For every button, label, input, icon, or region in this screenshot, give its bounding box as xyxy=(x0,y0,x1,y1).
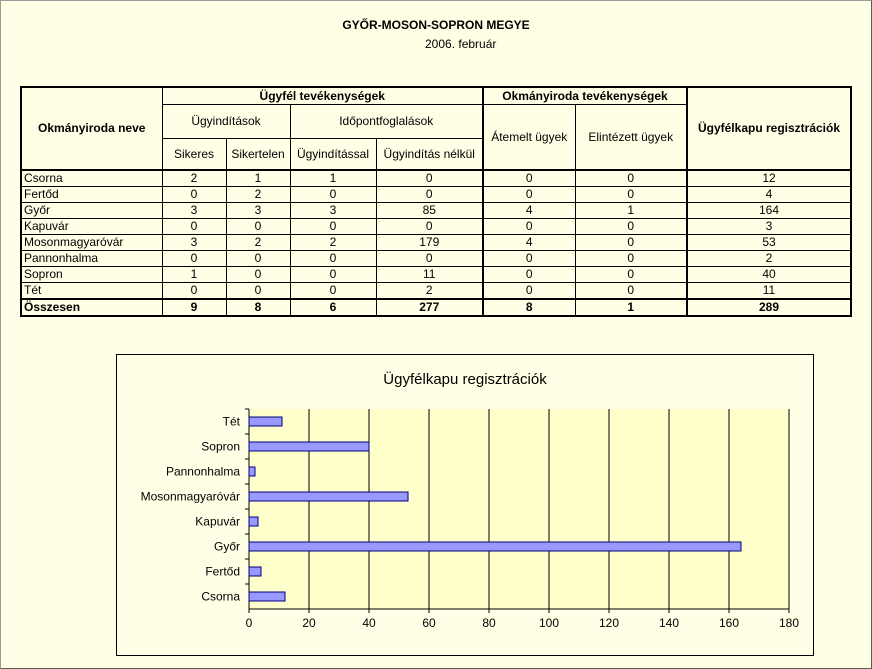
office-name-cell: Kapuvár xyxy=(21,219,162,235)
table-row xyxy=(21,251,851,267)
total-label: Összesen xyxy=(21,299,162,316)
header-unsuccessful: Sikertelen xyxy=(226,139,290,171)
x-tick-label: 180 xyxy=(778,616,800,630)
office-name-cell: Győr xyxy=(21,203,162,219)
with-initiation-cell: 0 xyxy=(290,251,376,267)
bar-Győr xyxy=(249,542,741,551)
bar-chart xyxy=(117,355,813,655)
without-initiation-cell: 11 xyxy=(376,267,483,283)
without-initiation-cell: 2 xyxy=(376,283,483,300)
x-tick-label: 40 xyxy=(362,616,376,630)
header-office-name: Okmányiroda neve xyxy=(21,87,162,170)
office-name-cell: Sopron xyxy=(21,267,162,283)
bar-Csorna xyxy=(249,592,285,601)
chart-container xyxy=(116,354,814,656)
office-name-cell: Mosonmagyaróvár xyxy=(21,235,162,251)
office-name-cell: Tét xyxy=(21,283,162,300)
bar-Tét xyxy=(249,417,282,426)
transferred-cell: 4 xyxy=(483,235,575,251)
header-portal-registrations: Ügyfélkapu regisztrációk xyxy=(687,87,851,170)
category-label: Fertőd xyxy=(205,564,240,579)
table-row xyxy=(21,187,851,203)
x-tick-label: 60 xyxy=(422,616,436,630)
office-name-cell: Csorna xyxy=(21,170,162,187)
with-initiation-cell: 1 xyxy=(290,170,376,187)
portal-registrations-cell: 11 xyxy=(687,283,851,300)
table-row xyxy=(21,203,851,219)
portal-registrations-cell: 164 xyxy=(687,203,851,219)
category-label: Mosonmagyaróvár xyxy=(140,489,240,504)
with-initiation-cell: 3 xyxy=(290,203,376,219)
header-transferred: Átemelt ügyek xyxy=(483,105,575,171)
with-initiation-cell: 0 xyxy=(290,187,376,203)
successful-cell: 3 xyxy=(162,235,226,251)
header-appointments: Időpontfoglalások xyxy=(290,105,483,139)
successful-cell: 0 xyxy=(162,187,226,203)
processed-cell: 0 xyxy=(575,187,687,203)
table-row xyxy=(21,283,851,300)
category-label: Sopron xyxy=(201,439,240,454)
total-row xyxy=(21,299,851,316)
portal-registrations-cell: 53 xyxy=(687,235,851,251)
transferred-cell: 0 xyxy=(483,267,575,283)
table-row xyxy=(21,267,851,283)
processed-cell: 1 xyxy=(575,203,687,219)
processed-cell: 0 xyxy=(575,235,687,251)
x-tick-label: 160 xyxy=(718,616,740,630)
page-title: GYŐR-MOSON-SOPRON MEGYE xyxy=(342,18,530,32)
unsuccessful-cell: 0 xyxy=(226,251,290,267)
without-initiation-cell: 0 xyxy=(376,219,483,235)
with-initiation-cell: 2 xyxy=(290,235,376,251)
successful-cell: 3 xyxy=(162,203,226,219)
table-row xyxy=(21,219,851,235)
unsuccessful-cell: 0 xyxy=(226,283,290,300)
header-without-initiation: Ügyindítás nélkül xyxy=(376,139,483,171)
without-initiation-cell: 85 xyxy=(376,203,483,219)
successful-cell: 1 xyxy=(162,267,226,283)
bar-Kapuvár xyxy=(249,517,258,526)
chart-title: Ügyfélkapu regisztrációk xyxy=(383,371,547,388)
without-initiation-cell: 0 xyxy=(376,170,483,187)
category-label: Tét xyxy=(222,414,240,429)
bar-Mosonmagyaróvár xyxy=(249,492,408,501)
unsuccessful-cell: 2 xyxy=(226,187,290,203)
x-tick-label: 80 xyxy=(482,616,496,630)
unsuccessful-cell: 3 xyxy=(226,203,290,219)
page-subtitle: 2006. február xyxy=(425,37,497,51)
category-label: Kapuvár xyxy=(195,514,240,529)
header-client-activities: Ügyfél tevékenységek xyxy=(162,87,483,105)
successful-cell: 2 xyxy=(162,170,226,187)
successful-cell: 0 xyxy=(162,251,226,267)
header-with-initiation: Ügyindítással xyxy=(290,139,376,171)
portal-registrations-cell: 40 xyxy=(687,267,851,283)
category-label: Pannonhalma xyxy=(165,464,240,479)
processed-cell: 0 xyxy=(575,170,687,187)
table-row xyxy=(21,170,851,187)
processed-cell: 0 xyxy=(575,251,687,267)
x-tick-label: 100 xyxy=(538,616,560,630)
unsuccessful-cell: 2 xyxy=(226,235,290,251)
header-initiations: Ügyindítások xyxy=(162,105,290,139)
category-label: Csorna xyxy=(201,589,240,604)
unsuccessful-cell: 8 xyxy=(226,299,290,316)
without-initiation-cell: 277 xyxy=(376,299,483,316)
table-row xyxy=(21,235,851,251)
category-label: Győr xyxy=(213,539,240,554)
processed-cell: 0 xyxy=(575,283,687,300)
with-initiation-cell: 0 xyxy=(290,283,376,300)
statistics-table xyxy=(20,86,852,317)
processed-cell: 0 xyxy=(575,267,687,283)
plot-area xyxy=(249,409,789,609)
with-initiation-cell: 0 xyxy=(290,267,376,283)
header-successful: Sikeres xyxy=(162,139,226,171)
office-name-cell: Fertőd xyxy=(21,187,162,203)
unsuccessful-cell: 0 xyxy=(226,219,290,235)
portal-registrations-cell: 12 xyxy=(687,170,851,187)
portal-registrations-cell: 2 xyxy=(687,251,851,267)
successful-cell: 0 xyxy=(162,219,226,235)
transferred-cell: 0 xyxy=(483,219,575,235)
x-tick-label: 140 xyxy=(658,616,680,630)
portal-registrations-cell: 4 xyxy=(687,187,851,203)
header-processed: Elintézett ügyek xyxy=(575,105,687,171)
unsuccessful-cell: 0 xyxy=(226,267,290,283)
processed-cell: 1 xyxy=(575,299,687,316)
with-initiation-cell: 6 xyxy=(290,299,376,316)
x-tick-label: 0 xyxy=(245,616,253,630)
bar-Fertőd xyxy=(249,567,261,576)
with-initiation-cell: 0 xyxy=(290,219,376,235)
x-tick-label: 20 xyxy=(302,616,316,630)
transferred-cell: 0 xyxy=(483,170,575,187)
without-initiation-cell: 0 xyxy=(376,187,483,203)
transferred-cell: 4 xyxy=(483,203,575,219)
office-name-cell: Pannonhalma xyxy=(21,251,162,267)
without-initiation-cell: 0 xyxy=(376,251,483,267)
header-office-activities: Okmányiroda tevékenységek xyxy=(483,87,687,105)
without-initiation-cell: 179 xyxy=(376,235,483,251)
successful-cell: 0 xyxy=(162,283,226,300)
transferred-cell: 0 xyxy=(483,187,575,203)
transferred-cell: 0 xyxy=(483,251,575,267)
transferred-cell: 8 xyxy=(483,299,575,316)
x-tick-label: 120 xyxy=(598,616,620,630)
bar-Sopron xyxy=(249,442,369,451)
bar-Pannonhalma xyxy=(249,467,255,476)
unsuccessful-cell: 1 xyxy=(226,170,290,187)
portal-registrations-cell: 3 xyxy=(687,219,851,235)
processed-cell: 0 xyxy=(575,219,687,235)
transferred-cell: 0 xyxy=(483,283,575,300)
successful-cell: 9 xyxy=(162,299,226,316)
portal-registrations-cell: 289 xyxy=(687,299,851,316)
